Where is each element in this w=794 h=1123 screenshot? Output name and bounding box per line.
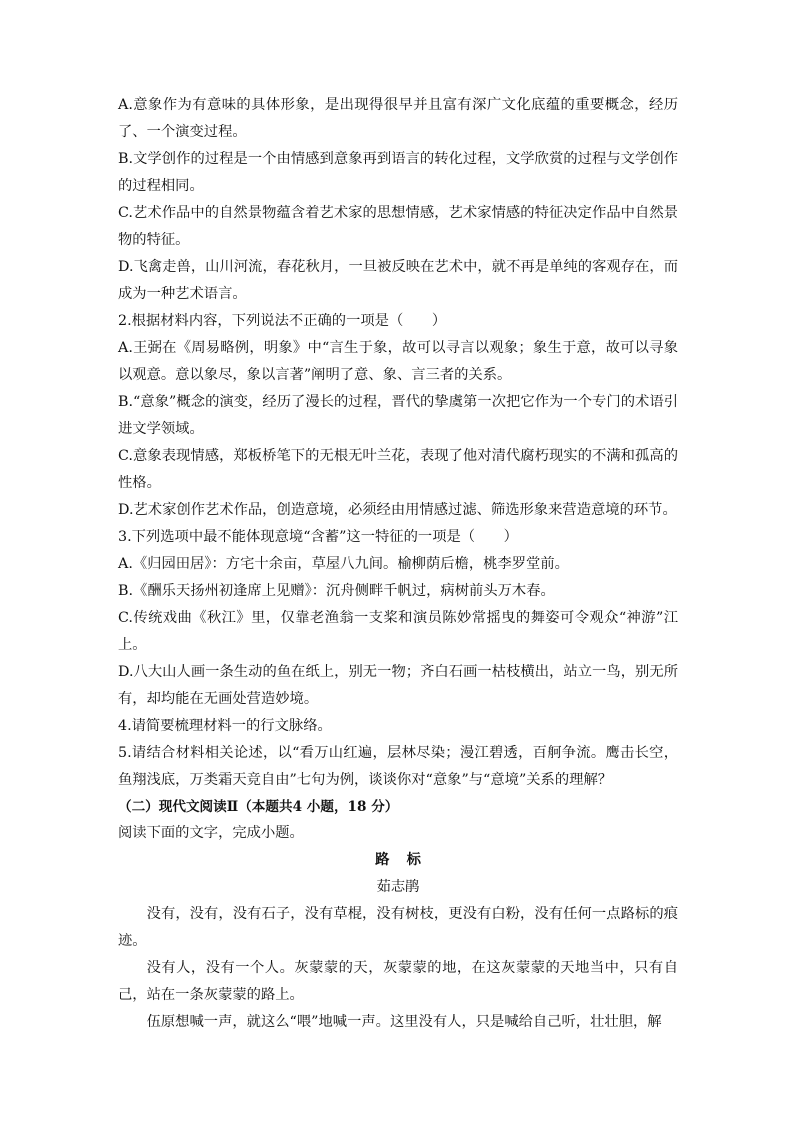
question-2-option-d: D.艺术家创作艺术作品，创造意境，必须经由用情感过滤、筛选形象来营造意境的环节。 <box>118 502 677 518</box>
question-3-stem: 3.下列选项中最不能体现意境“含蓄”这一特征的一项是（ ） <box>118 529 518 545</box>
question-2-stem: 2.根据材料内容，下列说法不正确的一项是（ ） <box>118 313 447 329</box>
question-1-option-b: B.文学创作的过程是一个由情感到意象再到语言的转化过程，文学欣赏的过程与文学创作的过程相同。 <box>118 151 678 194</box>
story-paragraph: 没有人，没有一个人。灰蒙蒙的天，灰蒙蒙的地，在这灰蒙蒙的天地当中，只有自己，站在一条灰蒙蒙的路上。 <box>118 960 678 1003</box>
story-title: 路标 <box>375 852 439 868</box>
question-3-option-b: B.《酬乐天扬州初逢席上见赠》：沉舟侧畔千帆过，病树前头万木春。 <box>118 583 555 599</box>
question-3-option-a: A.《归园田居》：方宅十余亩，草屋八九间。榆柳荫后檐，桃李罗堂前。 <box>118 556 569 572</box>
question-1-option-a: A.意象作为有意味的具体形象，是出现得很早并且富有深广文化底蕴的重要概念，经历了、一个演变过程。 <box>118 97 678 140</box>
section-instruction: 阅读下面的文字，完成小题。 <box>118 825 304 841</box>
question-3-option-c: C.传统戏曲《秋江》里，仅靠老渔翁一支桨和演员陈妙常摇曳的舞姿可令观众“神游”江上。 <box>118 610 678 653</box>
question-2-option-a: A.王弼在《周易略例，明象》中“言生于象，故可以寻言以观象；象生于意，故可以寻象以观意。意以象尽，象以言著”阐明了意、象、言三者的关系。 <box>118 340 678 383</box>
story-paragraph: 没有，没有，没有石子，没有草棍，没有树枝，更没有白粉，没有任何一点路标的痕迹。 <box>118 906 678 949</box>
question-1-option-d: D.飞禽走兽，山川河流，春花秋月，一旦被反映在艺术中，就不再是单纯的客观存在，而成为一种艺术语言。 <box>118 259 678 302</box>
question-5: 5.请结合材料相关论述，以“看万山红遍，层林尽染；漫江碧透，百舸争流。鹰击长空，鱼翔浅底，万类霜天竞自由”七句为例，谈谈你对“意象”与“意境”关系的理解？ <box>118 745 678 788</box>
question-4: 4.请简要梳理材料一的行文脉络。 <box>118 718 332 734</box>
section-heading: （二）现代文阅读Ⅱ（本题共4 小题，18 分） <box>118 799 399 815</box>
story-author: 茹志鹃 <box>376 879 420 895</box>
question-3-option-d: D.八大山人画一条生动的鱼在纸上，别无一物；齐白石画一枯枝横出，站立一鸟，别无所有，却均能在无画处营造妙境。 <box>118 664 678 707</box>
question-2-option-b: B.“意象”概念的演变，经历了漫长的过程，晋代的挚虞第一次把它作为一个专门的术语引进文学领域。 <box>118 394 678 437</box>
document-body <box>118 92 678 1036</box>
question-2-option-c: C.意象表现情感，郑板桥笔下的无根无叶兰花，表现了他对清代腐朽现实的不满和孤高的性格。 <box>118 448 678 491</box>
story-paragraph: 伍原想喊一声，就这么“喂”地喊一声。这里没有人，只是喊给自己听，壮壮胆，解 <box>146 1014 662 1030</box>
question-1-option-c: C.艺术作品中的自然景物蕴含着艺术家的思想情感，艺术家情感的特征决定作品中自然景物的特征。 <box>118 205 678 248</box>
story-title-line <box>118 847 678 874</box>
